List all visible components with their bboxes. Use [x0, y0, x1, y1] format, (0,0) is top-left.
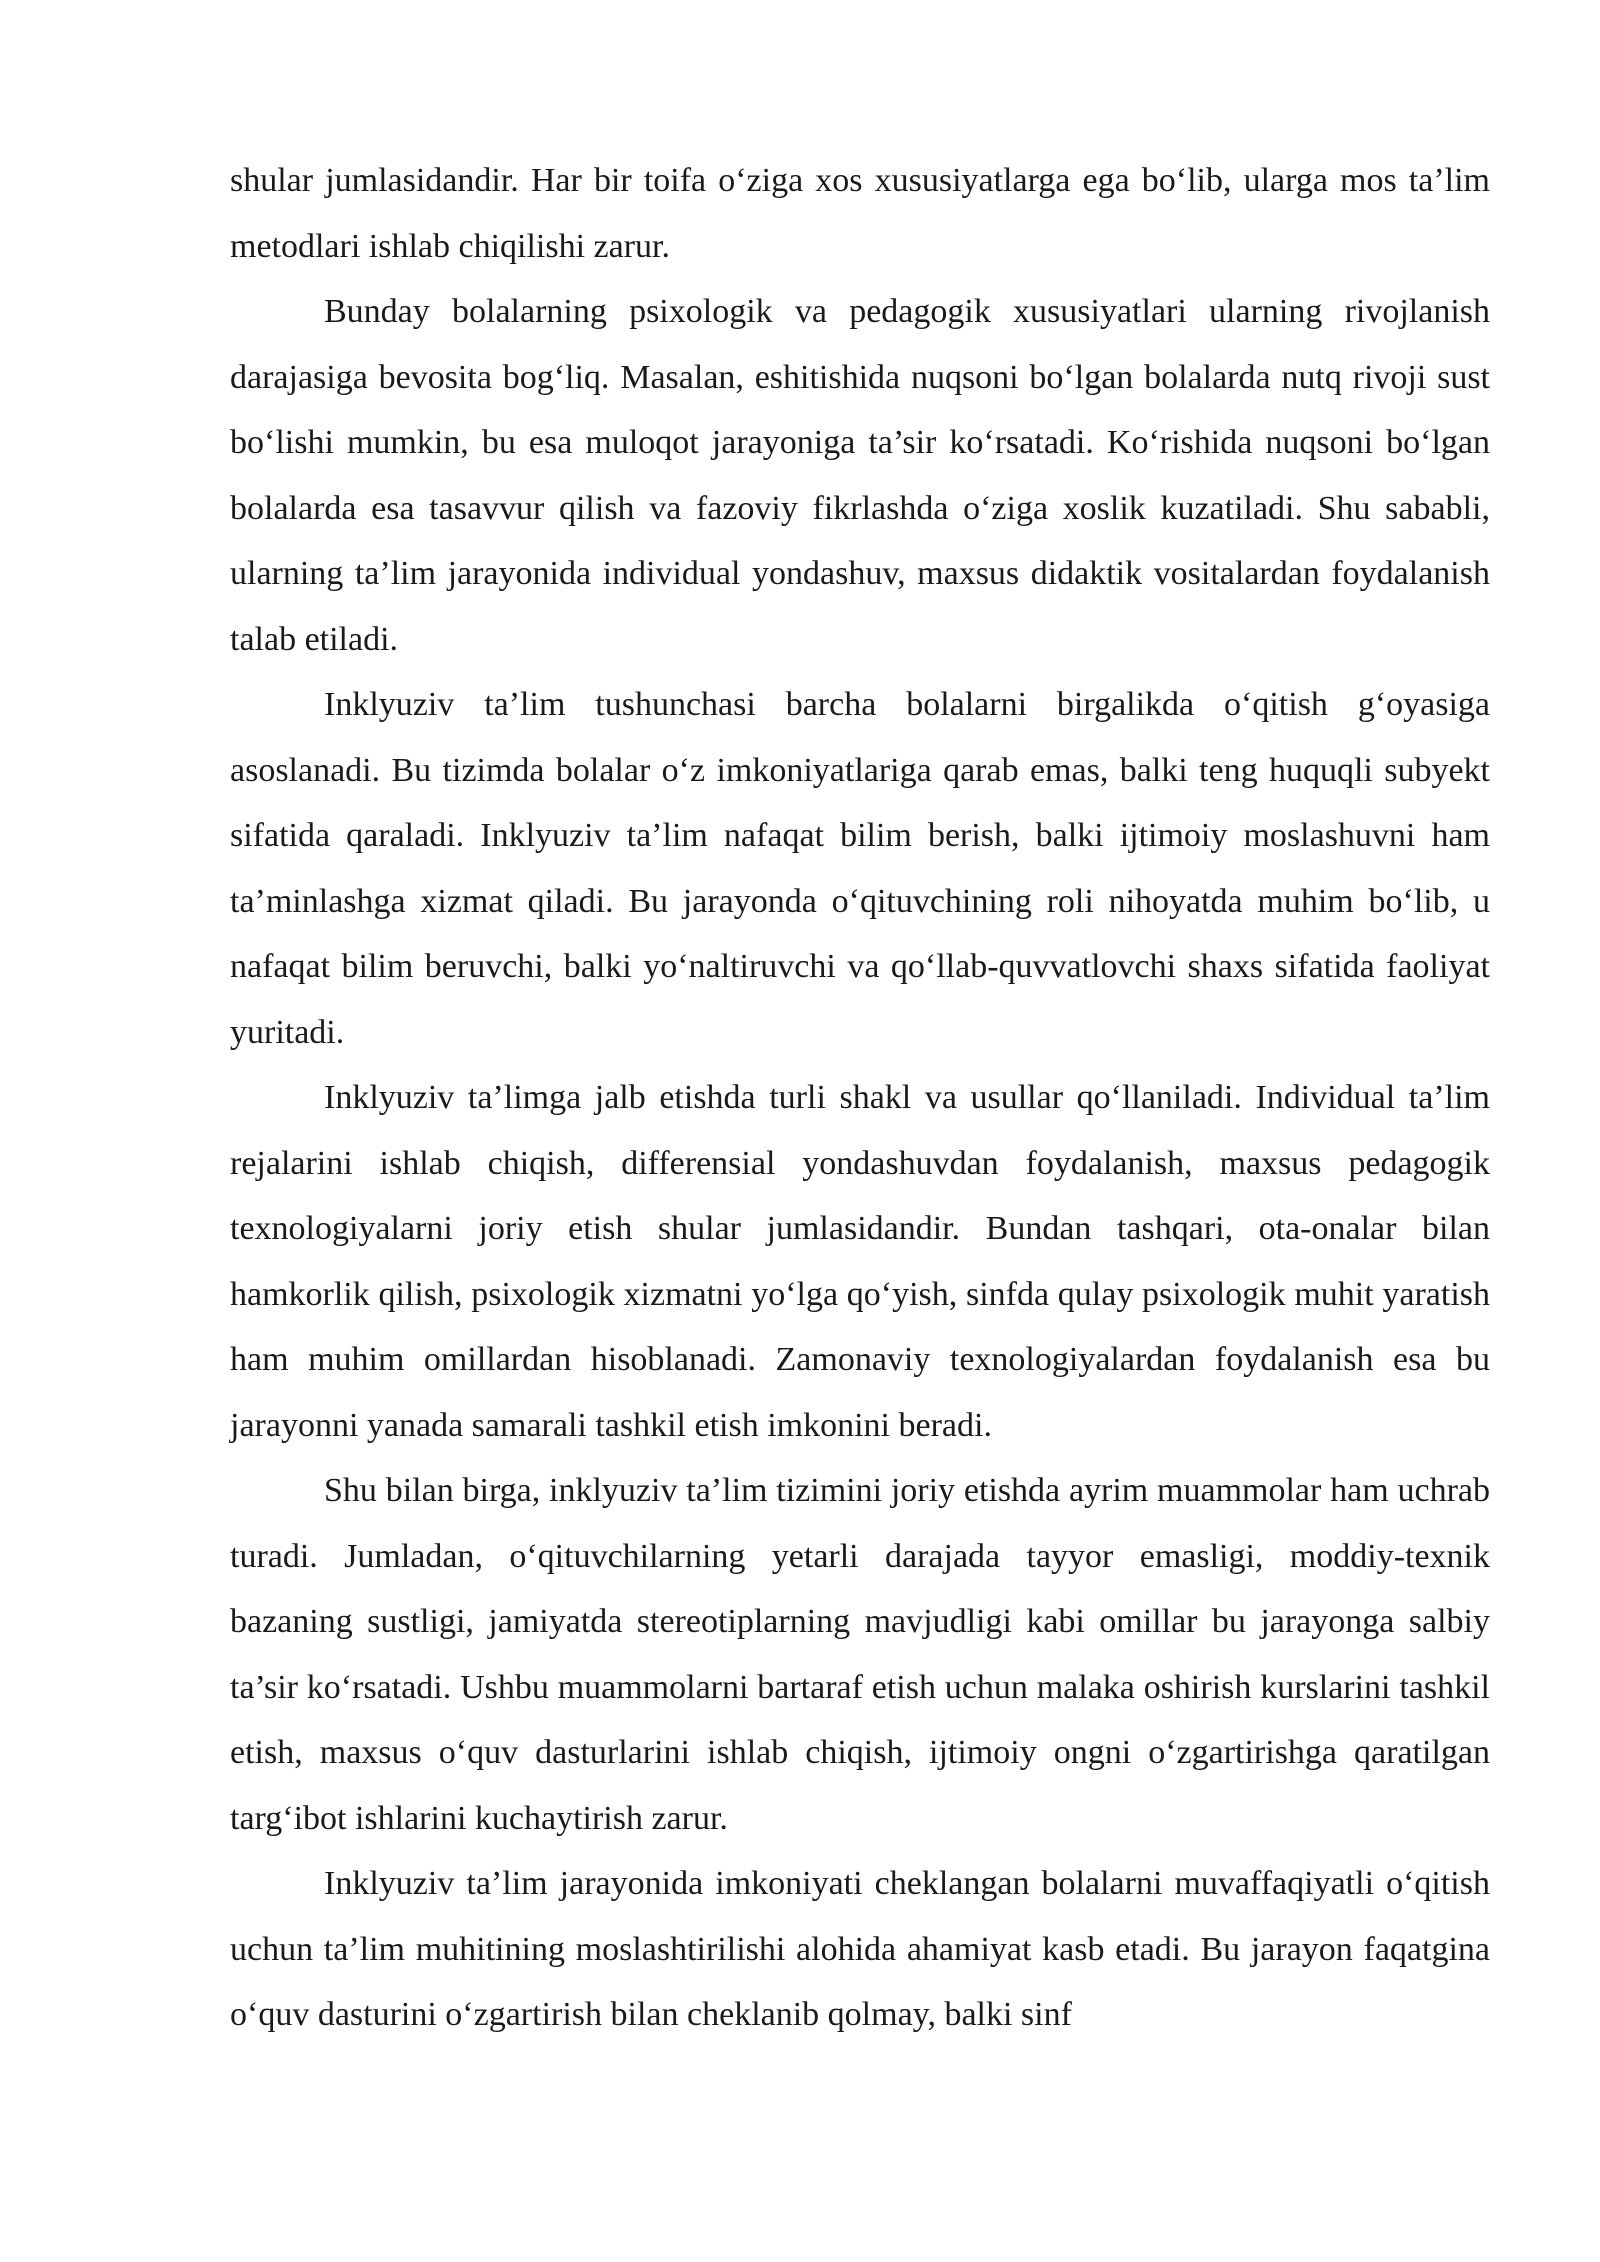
paragraph-inclusive-concept: Inklyuziv ta’lim tushunchasi barcha bolalarni birgalikda o‘qitish g‘oyasiga asoslanadi. Bu tizimda bolalar o‘z imkoniyatlariga qarab emas, balki teng huquqli subyekt sifatida qaraladi. Inklyuziv ta’lim nafaqat bilim berish, balki ijtimoiy moslashuvni ham ta’minlashga xizmat qiladi. Bu jarayonda o‘qituvchining roli nihoyatda muhim bo‘lib, u nafaqat bilim beruvchi, balki yo‘naltiruvchi va qo‘llab-quvvatlovchi shaxs sifatida faoliyat yuritadi.	[230, 686, 1490, 1051]
paragraph-psychological-features: Bunday bolalarning psixologik va pedagogik xususiyatlari ularning rivojlanish darajasiga bevosita bog‘liq. Masalan, eshitishida nuqsoni bo‘lgan bolalarda nutq rivoji sust bo‘lishi mumkin, bu esa muloqot jarayoniga ta’sir ko‘rsatadi. Ko‘rishida nuqsoni bo‘lgan bolalarda esa tasavvur qilish va fazoviy fikrlashda o‘ziga xoslik kuzatiladi. Shu sababli, ularning ta’lim jarayonida individual yondashuv, maxsus didaktik vositalardan foydalanish talab etiladi.	[230, 293, 1490, 658]
paragraph-inclusion-methods: Inklyuziv ta’limga jalb etishda turli shakl va usullar qo‘llaniladi. Individual ta’lim rejalarini ishlab chiqish, differensial yondashuvdan foydalanish, maxsus pedagogik texnologiyalarni joriy etish shular jumlasidandir. Bundan tashqari, ota-onalar bilan hamkorlik qilish, psixologik xizmatni yo‘lga qo‘yish, sinfda qulay psixologik muhit yaratish ham muhim omillardan hisoblanadi. Zamonaviy texnologiyalardan foydalanish esa bu jarayonni yanada samarali tashkil etish imkonini beradi.	[230, 1079, 1490, 1444]
paragraph-environment-adaptation: Inklyuziv ta’lim jarayonida imkoniyati cheklangan bolalarni muvaffaqiyatli o‘qitish uchun ta’lim muhitining moslashtirilishi alohida ahamiyat kasb etadi. Bu jarayon faqatgina o‘quv dasturini o‘zgartirish bilan cheklanib qolmay, balki sinf	[230, 1865, 1490, 2033]
paragraph-continuation: shular jumlasidandir. Har bir toifa o‘ziga xos xususiyatlarga ega bo‘lib, ularga mos ta’lim metodlari ishlab chiqilishi zarur.	[230, 162, 1490, 265]
paragraph-problems: Shu bilan birga, inklyuziv ta’lim tizimini joriy etishda ayrim muammolar ham uchrab turadi. Jumladan, o‘qituvchilarning yetarli darajada tayyor emasligi, moddiy-texnik bazaning sustligi, jamiyatda stereotiplarning mavjudligi kabi omillar bu jarayonga salbiy ta’sir ko‘rsatadi. Ushbu muammolarni bartaraf etish uchun malaka oshirish kurslarini tashkil etish, maxsus o‘quv dasturlarini ishlab chiqish, ijtimoiy ongni o‘zgartirishga qaratilgan targ‘ibot ishlarini kuchaytirish zarur.	[230, 1472, 1490, 1837]
document-page	[230, 148, 1490, 2048]
